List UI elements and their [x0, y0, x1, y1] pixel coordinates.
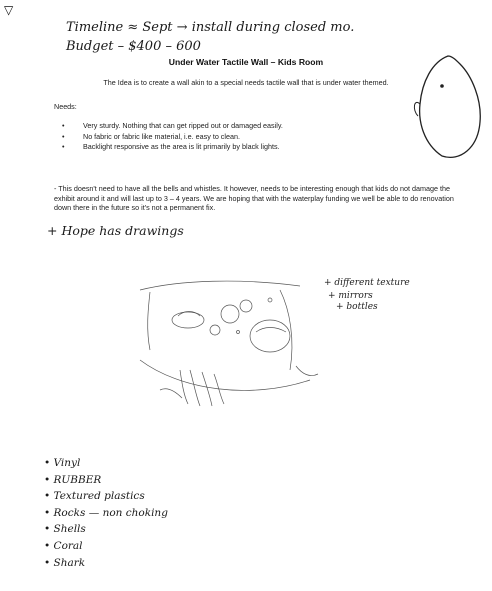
corner-mark: ▽ — [4, 3, 14, 17]
list-item: • Textured plastics — [44, 490, 145, 503]
note-paragraph: - This doesn't need to have all the bells and whistles. It however, needs to be interesting enough that kids do not damage the exhibit around it and will last up to 3 – 4 years. We are hoping that with the waterplay funding we well be able to do renovation down there in the future so it's not a permanent fix. — [54, 184, 454, 212]
bullet-icon: • — [62, 121, 65, 130]
list-item: • Coral — [44, 539, 83, 552]
list-item: • Shells — [44, 523, 86, 536]
bullet-icon: • — [62, 142, 65, 151]
list-item: • Shark — [44, 556, 86, 569]
list-item: • Vinyl — [44, 457, 81, 469]
sketch-note: + different texture — [324, 278, 410, 288]
sketch-note: + mirrors — [328, 291, 373, 301]
list-item: • RUBBER — [44, 473, 102, 486]
handwritten-hope-note: + Hope has drawings — [47, 223, 184, 238]
sketch-note: + bottles — [336, 302, 378, 312]
needs-heading: Needs: — [54, 102, 77, 111]
list-item: • Very sturdy. Nothing that can get ripped out or damaged easily. — [62, 121, 283, 130]
list-item: • No fabric or fabric like material, i.e. easy to clean. — [62, 131, 240, 141]
list-item: • Rocks — non choking — [44, 506, 168, 519]
list-item: • Backlight responsive as the area is lit primarily by black lights. — [62, 142, 280, 151]
document-title: Under Water Tactile Wall – Kids Room — [168, 57, 324, 67]
wall-sketch — [120, 270, 330, 420]
handwritten-budget: Budget – $400 – 600 — [66, 39, 201, 54]
handwritten-timeline: Timeline ≈ Sept → install during closed mo. — [66, 20, 355, 35]
bullet-icon: • — [62, 131, 65, 141]
needs-list — [62, 121, 283, 153]
fish-doodle-icon — [412, 52, 484, 162]
materials-list — [44, 455, 168, 571]
intro-text: The Idea is to create a wall akin to a special needs tactile wall that is under water themed. — [103, 78, 389, 87]
